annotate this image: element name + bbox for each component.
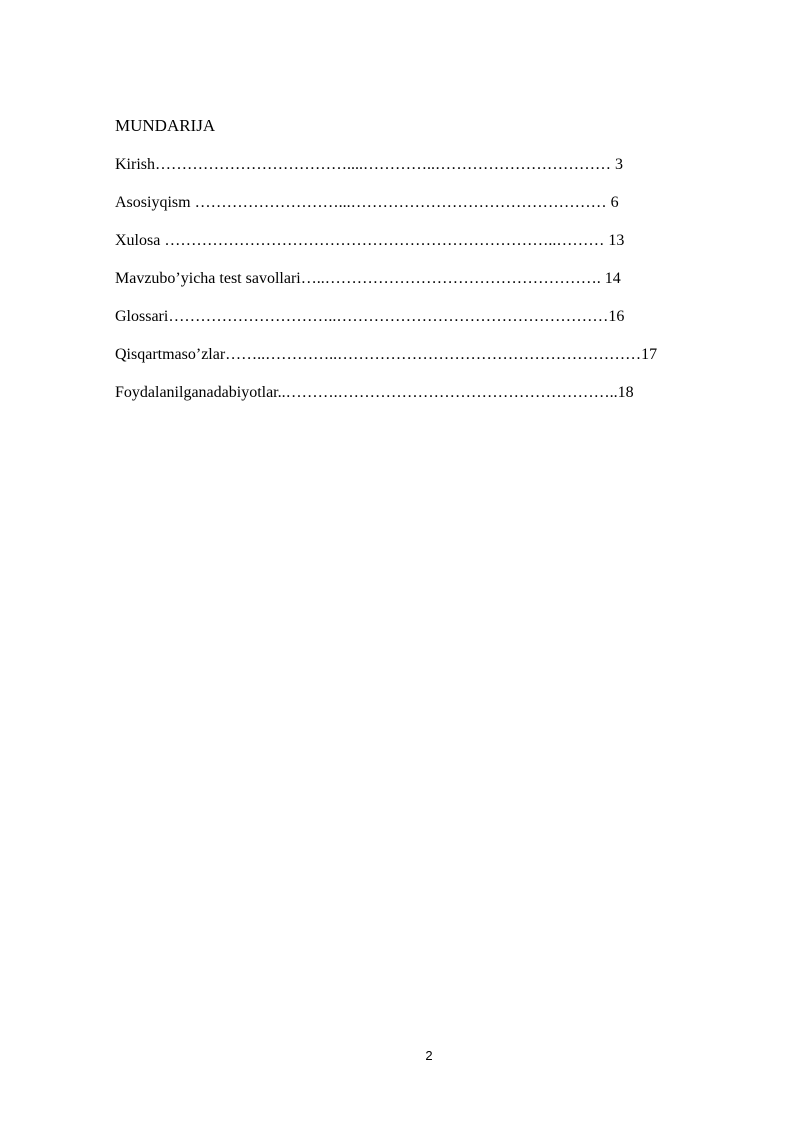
- toc-entry-asosiyqism[interactable]: Asosiyqism ………………………...………………………………………… 6: [115, 194, 619, 211]
- toc-entry-foydalanilgan-adabiyotlar[interactable]: Foydalanilganadabiyotlar..……….……………………………………………..18: [115, 384, 634, 401]
- toc-entry-test-savollari[interactable]: Mavzubo’yicha test savollari…..……………………………………………. 14: [115, 270, 621, 287]
- toc-entry-xulosa[interactable]: Xulosa ………………………………………………………………..……… 13: [115, 232, 625, 249]
- toc-heading: MUNDARIJA: [115, 116, 216, 135]
- toc-entry-kirish[interactable]: Kirish………………………………....…………..…………………………… 3: [115, 156, 623, 173]
- page-number: 2: [425, 1048, 433, 1063]
- toc-entry-glossari[interactable]: Glossari…………………………..……………………………………………16: [115, 308, 625, 325]
- toc-entry-qisqartmasozlar[interactable]: Qisqartmaso’zlar……..…………..…………………………………………………17: [115, 346, 658, 363]
